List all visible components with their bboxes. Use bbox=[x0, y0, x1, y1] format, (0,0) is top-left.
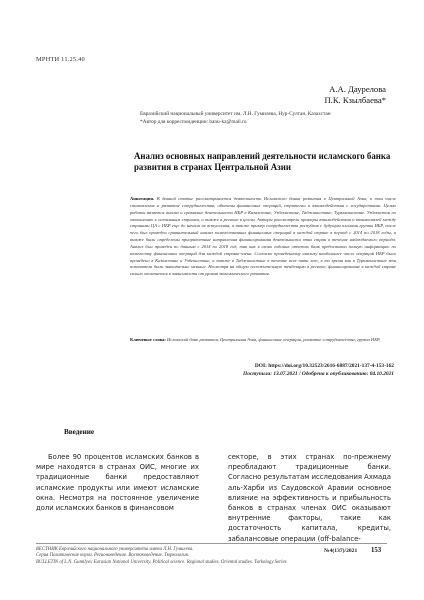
body-column-right: секторе, в этих странах по-прежнему преобладают традиционные банки. Согласно результатам исследования Ахмада аль-Харби из Саудовской Аравии основное влияние на эффективность и прибыльность банков в странах членах ОИС оказывают внутренние факторы, такие как достаточность капитала, кредиты, забалансовые операции (off-balance- bbox=[228, 453, 391, 543]
footer-line-1: ВЕСТНИК Евразийского национального университета имени Л.Н. Гумилева. bbox=[36, 547, 194, 552]
keywords bbox=[130, 337, 396, 344]
corresponding-author: *Автор для корреспонденции: banu-kz@mail.ru bbox=[140, 118, 247, 125]
affiliation-block bbox=[140, 111, 398, 127]
author-2: П.К. Кзылбаева* bbox=[324, 95, 386, 105]
received-dates: Поступила: 13.07.2021 / Одобрена к опубликованию: 04.10.2021 bbox=[243, 371, 394, 377]
authors-block bbox=[186, 84, 386, 106]
mrnti-code: МРНТИ 11.25.40 bbox=[36, 56, 85, 63]
abstract bbox=[130, 196, 396, 334]
abstract-text: В данной статье рассматривается деятельность Исламского банка развития в Центральной Азии, в том числе становление и развитие сотрудничества, объекты финансовых операций, стратегии и взаимодействия с государствами. Целью работы является анализ и сравнение деятельности ИБР в Казахстане, Узбекистане, Таджикистане, Туркменистане. Узбекистан по отношению к остальным странам, а также в регионе в целом. Авторы рассмотрели примеры взаимодействия и взаимосвязей между странами ЦА с ИБР еще до начала их вступления, а также пример сотрудничества республик с будущим членами группы ИБР, после чего был проведен сравнительный анализ количественных финансовых операций в каждой стране в период с 2014 по 2018 годы, а также были определены приоритетные направления финансирования деятельности этих стран в течение наблюдаемого периода. Анализ был проведен по данным с 2014 по 2018 год, так как в своих годовых отчетах банк предоставил полную информацию по количеству финансовых операций для каждой страны-члена. Согласно проведенному анализу наибольшее число операций ИБР было проведено в Казахстане и Узбекистане, а также в Таджикистане в течение всех пяти лет, в то время как в Туркменистане эти показатели были значительно меньше. Несмотря на общую положительную тенденцию в регионе, финансирование в каждой стране сильно отличается в зависимости от уровня экономического развития. bbox=[130, 196, 396, 277]
abstract-label: Аннотация. bbox=[130, 196, 155, 201]
footer-line-3: BULLETIN of L.N. Gumilyov Eurasian National University. Political science. Regional studies. Oriental studies. Turkology Series bbox=[36, 559, 287, 565]
footer-divider bbox=[36, 543, 387, 544]
keywords-text: Исламский банк развития, Центральная Азия, финансовые операции, развитие сотрудничества, группа ИБР. bbox=[167, 337, 381, 342]
page-number: 153 bbox=[371, 547, 382, 554]
article-title: Анализ основных направлений деятельности исламского банка развития в странах Центральной Азии bbox=[134, 151, 391, 172]
footer-line-2: Серия Политические науки. Регионоведение. Востоковедение. Тюркология. bbox=[36, 553, 190, 559]
author-1: А.А. Даурелова bbox=[329, 84, 386, 94]
keywords-label: Ключевые слова: bbox=[130, 337, 166, 342]
doi-link[interactable]: DOI: https://doi.org/10.32523/2616-6887/2021-137-4-153-162 bbox=[254, 363, 394, 369]
section-heading-introduction: Введение bbox=[64, 428, 95, 436]
issue-number: №4(137)/2021 bbox=[324, 548, 358, 554]
affiliation-university: Евразийский национальный университет им. Л.Н. Гумилева, Нур-Султан, Казахстан bbox=[140, 111, 331, 117]
body-column-left: Более 90 процентов исламских банков в мире находятся в странах ОИС, многие их традиционные банки предоставляют исламские продукты или имеют исламские окна. Несмотря на постоянное увеличение доли исламских банков в финансовом bbox=[36, 453, 199, 513]
journal-footer bbox=[36, 547, 296, 566]
